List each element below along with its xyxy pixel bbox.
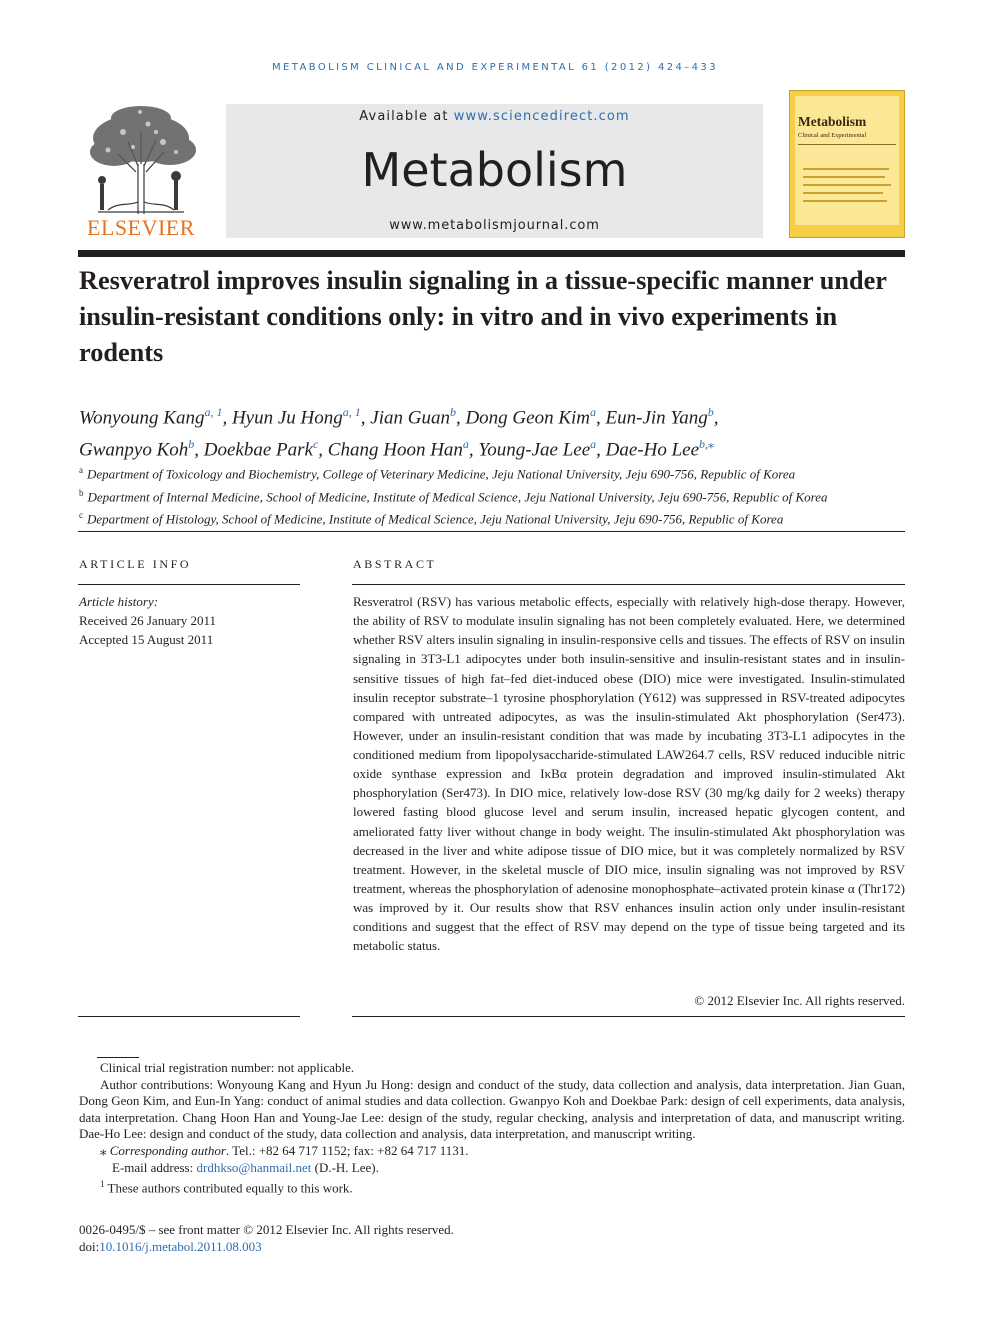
received-date: Received 26 January 2011 (79, 613, 217, 629)
footnote-divider (97, 1057, 139, 1058)
article-history (79, 592, 301, 650)
elsevier-wordmark: ELSEVIER (87, 215, 195, 240)
email-note: E-mail address: drdhkso@hanmail.net (D.-H. Lee). (112, 1159, 379, 1175)
author-affiliation-marker[interactable]: b (707, 405, 714, 419)
journal-citation-line: METABOLISM CLINICAL AND EXPERIMENTAL 61 (2012) 424–433 (272, 62, 718, 73)
equal-contribution-note: $^1$ These authors contributed equally to this work. (100, 1179, 353, 1196)
author-affiliation-marker[interactable]: c (312, 437, 319, 452)
author-name: Eun-Jin Yang (605, 407, 708, 429)
journal-name: Metabolism (361, 143, 628, 197)
tree-icon (78, 102, 204, 214)
affiliation-item: $^a$ Department of Toxicology and Biochemistry, College of Veterinary Medicine, Jeju National University, Jeju 690-756, Republic of Korea (79, 465, 796, 482)
author-name: Doekbae Park (203, 439, 313, 461)
author-affiliation-marker[interactable]: a (462, 437, 469, 452)
author-contributions-note: Author contributions: Wonyoung Kang and Hyun Ju Hong: design and conduct of the study, data collection and analysis, data interpretation. Jian Guan, Dong Geon Kim, and Eun-In Yang: conduct of animal studies and data collection. Gwanpyo Koh and Doekbae Park: design of cell experiments, data analysis, data interpretation. Chang Hoon Han and Young-Jae Lee: design of the study, regular checking, analysis and interpretation of data, and manuscript writing. Dae-Ho Lee: design and conduct of the study, data collection and analysis, data interpretation, and manuscript writing. (79, 1076, 905, 1142)
article-info-heading: ARTICLE INFO (79, 557, 192, 571)
author-affiliation-marker[interactable]: b,⁎ (699, 437, 715, 452)
abstract-end-divider (352, 1016, 905, 1017)
author-list: Wonyoung Kang$^{a, 1}$, Hyun Ju Hong$^{a, 1}$, Jian Guan$^b$, Dong Geon Kim$^a$, Eun-Jin Yang$^b$, Gwanpyo Koh$^b$, Doekbae Park$^c$, Chang Hoon Han$^a$, Young-Jae Lee$^a$, Dae-Ho Lee$^{b,⁎}$ (79, 405, 719, 461)
author-affiliation-marker[interactable]: b (188, 437, 195, 452)
corresponding-author-note: ⁎ Corresponding author. Tel.: +82 64 717 1152; fax: +82 64 717 1131. (100, 1142, 469, 1158)
author-name: Chang Hoon Han (327, 439, 463, 461)
issn-line: 0026-0495/$ – see front matter © 2012 Elsevier Inc. All rights reserved. (79, 1222, 454, 1237)
article-title: Resveratrol improves insulin signaling in a tissue-specific manner under insulin-resistant conditions only: in vitro and in vivo experiments in rodents (79, 266, 887, 367)
article-history-label: Article history: (79, 594, 159, 609)
header-divider (78, 250, 905, 257)
abstract-text: Resveratrol (RSV) has various metabolic effects, especially with relatively high-dose therapy. However, the ability of RSV to modulate insulin signaling has not been completely evaluated. Here, we determined whether RSV alters insulin signaling in insulin-responsive cells and tissues. The effects of RSV on insulin signaling in 3T3-L1 adipocytes under both insulin-sensitive and insulin-resistant states and in insulin-sensitive tissues of high fat–fed diet-induced obese (DIO) mice were investigated. Insulin-stimulated insulin receptor substrate–1 tyrosine phosphorylation (Y612) was suppressed in RSV-treated adipocytes compared with untreated adipocytes, as was the insulin-stimulated Akt phosphorylation (Ser473). However, under an insulin-resistant condition that was made by incubating 3T3-L1 adipocytes in the conditioned medium from lipopolysaccharide-stimulated LAW264.7 cells, RSV reduced inducible nitric oxide synthase expression and IκBα protein degradation and improved insulin-stimulated Akt phosphorylation (Ser473). In DIO mice, relatively low-dose RSV (30 mg/kg daily for 2 weeks) therapy lowered fasting blood glucose level and serum insulin, increased hepatic glycogen content, and ameliorated fatty liver without change in body weight. The insulin-stimulated Akt phosphorylation was decreased in the liver and white adipose tissue of DIO mice, but it was completely normalized by RSV treatment. However, in the skeletal muscle of DIO mice, insulin signaling was not improved by RSV treatment, whereas the phosphorylation of adenosine monophosphate–activated protein kinase α (Thr172) was improved by it. Our results show that RSV enhances insulin action only under insulin-resistant conditions and suggest that the effect of RSV may depend on the type of tissue being targeted and its metabolic status. (353, 594, 905, 954)
copyright-notice: © 2012 Elsevier Inc. All rights reserved. (694, 993, 905, 1008)
available-prefix: Available at (359, 109, 454, 124)
accepted-date: Accepted 15 August 2011 (79, 632, 214, 648)
doi-line: doi:10.1016/j.metabol.2011.08.003 (79, 1239, 262, 1254)
availability-line (226, 109, 763, 124)
journal-website-link[interactable]: www.metabolismjournal.com (389, 218, 600, 233)
affiliation-item: $^b$ Department of Internal Medicine, School of Medicine, Institute of Medical Science, Jeju National University, Jeju 690-756, Republic of Korea (79, 487, 828, 505)
footnotes (79, 1060, 905, 1197)
email-link[interactable]: drdhkso@hanmail.net (196, 1159, 312, 1175)
cover-subtitle: Clinical and Experimental (798, 132, 867, 139)
sciencedirect-link[interactable]: www.sciencedirect.com (453, 109, 630, 124)
cover-title: Metabolism (798, 114, 867, 129)
trial-registration-note: Clinical trial registration number: not applicable. (100, 1060, 355, 1075)
affiliation-divider (78, 531, 905, 532)
author-name: Dae-Ho Lee (605, 439, 700, 461)
front-matter (79, 1221, 905, 1255)
affiliation-item: $^c$ Department of Histology, School of Medicine, Institute of Medical Science, Jeju National University, Jeju 690-756, Republic of Korea (79, 510, 784, 527)
article-info-end-divider (78, 1016, 300, 1017)
abstract-heading: ABSTRACT (353, 557, 437, 571)
author-affiliation-marker[interactable]: a, 1 (204, 405, 223, 419)
author-name: Young-Jae Lee (478, 439, 591, 461)
author-affiliation-marker[interactable]: a, 1 (342, 405, 361, 419)
author-name: Jian Guan (370, 407, 450, 429)
author-name: Gwanpyo Koh (79, 439, 189, 461)
author-name: Hyun Ju Hong (231, 407, 343, 429)
doi-link[interactable]: 10.1016/j.metabol.2011.08.003 (99, 1239, 262, 1254)
article-info-divider (78, 584, 300, 585)
abstract-divider (352, 584, 905, 585)
author-affiliation-marker[interactable]: a (590, 437, 597, 452)
author-name: Dong Geon Kim (465, 407, 591, 429)
author-affiliation-marker[interactable]: b (449, 405, 456, 419)
author-affiliation-marker[interactable]: a (590, 405, 597, 419)
affiliation-list (79, 461, 909, 529)
author-name: Wonyoung Kang (79, 407, 205, 429)
journal-cover-image (789, 90, 905, 238)
